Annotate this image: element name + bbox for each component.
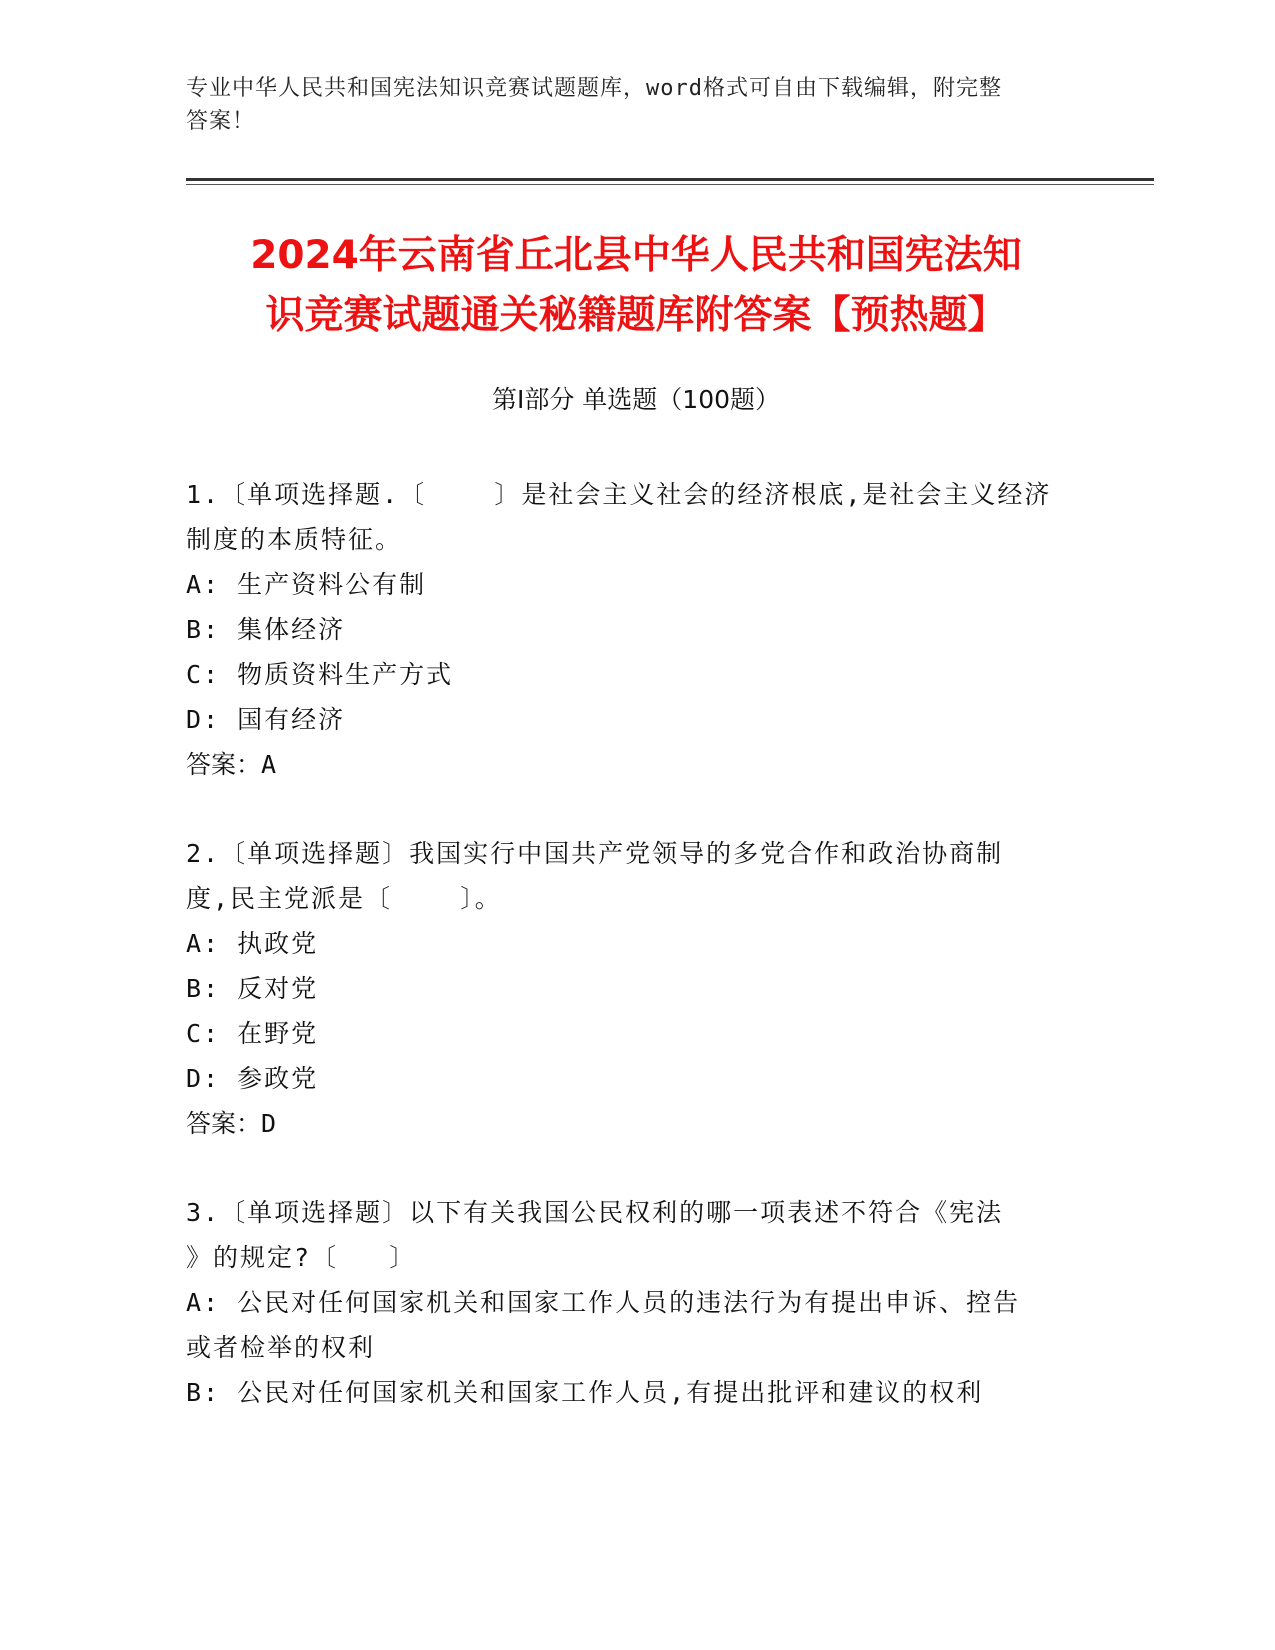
question-1-option-a: A: 生产资料公有制 <box>186 570 427 599</box>
document-title-line-1: 2024年云南省丘北县中华人民共和国宪法知 <box>250 233 1022 278</box>
header-note-line-1: 专业中华人民共和国宪法知识竞赛试题题库，word格式可自由下载编辑，附完整 <box>186 76 1002 101</box>
question-1-option-c: C: 物质资料生产方式 <box>186 660 454 689</box>
question-1 <box>186 472 1086 787</box>
question-list <box>186 472 1086 1459</box>
answer-label: 答案： <box>186 1109 262 1138</box>
header-divider-thick <box>186 178 1154 181</box>
document-title <box>186 226 1086 346</box>
document-title-line-2: 识竞赛试题通关秘籍题库附答案【预热题】 <box>265 293 1007 338</box>
question-2 <box>186 831 1086 1146</box>
question-2-answer <box>186 1101 1086 1146</box>
question-3 <box>186 1190 1086 1415</box>
question-1-stem-line-2: 制度的本质特征。 <box>186 525 403 554</box>
question-1-option-d: D: 国有经济 <box>186 705 346 734</box>
question-1-answer <box>186 742 1086 787</box>
question-3-stem-line-1: 3.〔单项选择题〕以下有关我国公民权利的哪一项表述不符合《宪法 <box>186 1198 1004 1227</box>
question-2-answer-value: D <box>261 1109 277 1138</box>
header-note <box>186 72 1066 138</box>
question-3-option-a-line-2: 或者检举的权利 <box>186 1333 376 1362</box>
question-3-option-b: B: 公民对任何国家机关和国家工作人员,有提出批评和建议的权利 <box>186 1378 984 1407</box>
question-2-option-c: C: 在野党 <box>186 1019 319 1048</box>
question-2-option-a: A: 执政党 <box>186 929 319 958</box>
question-1-stem-line-1: 1.〔单项选择题.〔 〕是社会主义社会的经济根底,是社会主义经济 <box>186 480 1052 509</box>
question-2-stem-line-1: 2.〔单项选择题〕我国实行中国共产党领导的多党合作和政治协商制 <box>186 839 1004 868</box>
header-divider-thin <box>186 184 1154 185</box>
section-title: 第Ⅰ部分 单选题（100题） <box>491 385 781 414</box>
question-1-option-b: B: 集体经济 <box>186 615 346 644</box>
answer-label: 答案： <box>186 750 262 779</box>
header-note-line-2: 答案！ <box>186 109 256 134</box>
question-3-option-a-line-1: A: 公民对任何国家机关和国家工作人员的违法行为有提出申诉、控告 <box>186 1288 1021 1317</box>
question-2-option-d: D: 参政党 <box>186 1064 319 1093</box>
question-2-option-b: B: 反对党 <box>186 974 319 1003</box>
question-3-stem-line-2: 》的规定?〔 〕 <box>186 1243 417 1272</box>
question-2-stem-line-2: 度,民主党派是〔 〕。 <box>186 884 502 913</box>
question-1-answer-value: A <box>261 750 277 779</box>
